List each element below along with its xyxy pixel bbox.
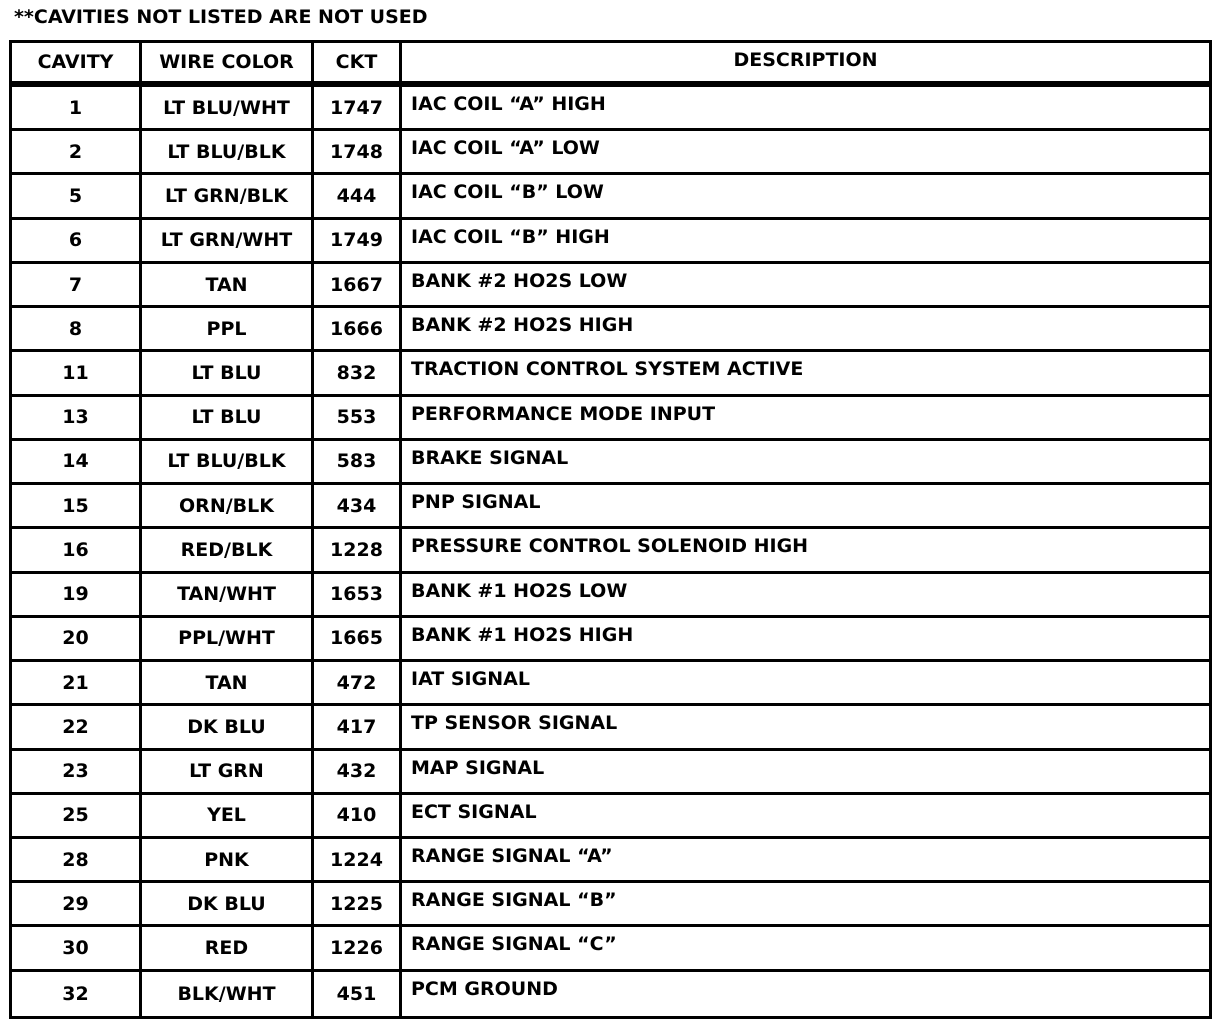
cell-wire-color: PNK (142, 839, 314, 883)
cell-wire-color: LT BLU (142, 397, 314, 441)
cell-ckt: 1653 (314, 574, 402, 618)
cell-description: IAC COIL “B” HIGH (402, 220, 1209, 264)
cell-wire-color: LT BLU/BLK (142, 441, 314, 485)
table-row (12, 972, 1209, 1016)
cell-cavity: 21 (12, 662, 142, 706)
header-cavity: CAVITY (12, 43, 142, 87)
table-row (12, 662, 1209, 706)
table-row (12, 441, 1209, 485)
cell-ckt: 1749 (314, 220, 402, 264)
cell-wire-color: LT GRN/BLK (142, 175, 314, 219)
cell-description: BANK #1 HO2S HIGH (402, 618, 1209, 662)
cell-ckt: 832 (314, 352, 402, 396)
cell-description: TP SENSOR SIGNAL (402, 706, 1209, 750)
table-row (12, 308, 1209, 352)
cell-wire-color: TAN/WHT (142, 574, 314, 618)
cell-cavity: 29 (12, 883, 142, 927)
cell-ckt: 432 (314, 751, 402, 795)
cell-cavity: 23 (12, 751, 142, 795)
table-header (12, 43, 1209, 87)
cell-wire-color: ORN/BLK (142, 485, 314, 529)
cell-wire-color: LT GRN/WHT (142, 220, 314, 264)
cell-wire-color: YEL (142, 795, 314, 839)
cell-description: IAC COIL “B” LOW (402, 175, 1209, 219)
cell-cavity: 2 (12, 131, 142, 175)
header-wire-color: WIRE COLOR (142, 43, 314, 87)
cell-cavity: 28 (12, 839, 142, 883)
header-row (12, 43, 1209, 87)
cell-ckt: 451 (314, 972, 402, 1016)
cell-cavity: 11 (12, 352, 142, 396)
cell-ckt: 1665 (314, 618, 402, 662)
cell-cavity: 6 (12, 220, 142, 264)
table-row (12, 87, 1209, 131)
cell-ckt: 417 (314, 706, 402, 750)
cell-ckt: 444 (314, 175, 402, 219)
table-row (12, 927, 1209, 971)
cell-ckt: 1748 (314, 131, 402, 175)
cell-description: PNP SIGNAL (402, 485, 1209, 529)
cell-cavity: 15 (12, 485, 142, 529)
header-description: DESCRIPTION (402, 43, 1209, 87)
cell-ckt: 472 (314, 662, 402, 706)
table-body (12, 87, 1209, 1016)
cell-description: IAC COIL “A” LOW (402, 131, 1209, 175)
cell-wire-color: DK BLU (142, 706, 314, 750)
cell-description: TRACTION CONTROL SYSTEM ACTIVE (402, 352, 1209, 396)
cavities-note: **CAVITIES NOT LISTED ARE NOT USED (14, 6, 428, 28)
cell-ckt: 583 (314, 441, 402, 485)
table-row (12, 839, 1209, 883)
table-row (12, 264, 1209, 308)
cell-wire-color: DK BLU (142, 883, 314, 927)
cell-description: RANGE SIGNAL “A” (402, 839, 1209, 883)
cell-wire-color: RED (142, 927, 314, 971)
cell-description: ECT SIGNAL (402, 795, 1209, 839)
cell-wire-color: LT BLU/BLK (142, 131, 314, 175)
cell-description: PCM GROUND (411, 977, 558, 1000)
cell-cavity: 8 (12, 308, 142, 352)
cell-cavity: 32 (12, 972, 142, 1016)
cell-wire-color: PPL/WHT (142, 618, 314, 662)
table-row (12, 220, 1209, 264)
cell-description: PRESSURE CONTROL SOLENOID HIGH (402, 529, 1209, 573)
cell-ckt: 1228 (314, 529, 402, 573)
cell-cavity: 5 (12, 175, 142, 219)
cell-cavity: 22 (12, 706, 142, 750)
cell-wire-color: LT BLU (142, 352, 314, 396)
connector-pinout-table (9, 40, 1212, 1019)
cell-description: BANK #1 HO2S LOW (402, 574, 1209, 618)
cell-description: IAT SIGNAL (402, 662, 1209, 706)
cell-ckt: 410 (314, 795, 402, 839)
cell-ckt: 434 (314, 485, 402, 529)
cell-cavity: 30 (12, 927, 142, 971)
cell-ckt: 1226 (314, 927, 402, 971)
cell-cavity: 7 (12, 264, 142, 308)
cell-ckt: 1747 (314, 87, 402, 131)
cell-wire-color: LT GRN (142, 751, 314, 795)
table-row (12, 618, 1209, 662)
cell-cavity: 16 (12, 529, 142, 573)
table-row (12, 529, 1209, 573)
cell-description: MAP SIGNAL (402, 751, 1209, 795)
cell-wire-color: TAN (142, 264, 314, 308)
cell-ckt: 1225 (314, 883, 402, 927)
cell-description: IAC COIL “A” HIGH (402, 87, 1209, 131)
table-row (12, 131, 1209, 175)
table-row (12, 751, 1209, 795)
cell-description: RANGE SIGNAL “C” (402, 927, 1209, 971)
table-row (12, 352, 1209, 396)
cell-cavity: 19 (12, 574, 142, 618)
table-row (12, 883, 1209, 927)
cell-cavity: 25 (12, 795, 142, 839)
cell-cavity: 13 (12, 397, 142, 441)
cell-ckt: 1224 (314, 839, 402, 883)
table-row (12, 795, 1209, 839)
cell-ckt: 1667 (314, 264, 402, 308)
cell-wire-color: BLK/WHT (142, 972, 314, 1016)
cell-description: BRAKE SIGNAL (402, 441, 1209, 485)
cell-description: BANK #2 HO2S LOW (402, 264, 1209, 308)
cell-ckt: 1666 (314, 308, 402, 352)
table-row (12, 706, 1209, 750)
cell-description: RANGE SIGNAL “B” (402, 883, 1209, 927)
cell-cavity: 20 (12, 618, 142, 662)
table-row (12, 175, 1209, 219)
cell-wire-color: RED/BLK (142, 529, 314, 573)
cell-cavity: 14 (12, 441, 142, 485)
cell-wire-color: LT BLU/WHT (142, 87, 314, 131)
cell-ckt: 553 (314, 397, 402, 441)
cell-description: PERFORMANCE MODE INPUT (402, 397, 1209, 441)
cell-wire-color: TAN (142, 662, 314, 706)
cell-description: BANK #2 HO2S HIGH (402, 308, 1209, 352)
header-ckt: CKT (314, 43, 402, 87)
cell-wire-color: PPL (142, 308, 314, 352)
table-row (12, 397, 1209, 441)
table-row (12, 485, 1209, 529)
table-row (12, 574, 1209, 618)
cell-cavity: 1 (12, 87, 142, 131)
